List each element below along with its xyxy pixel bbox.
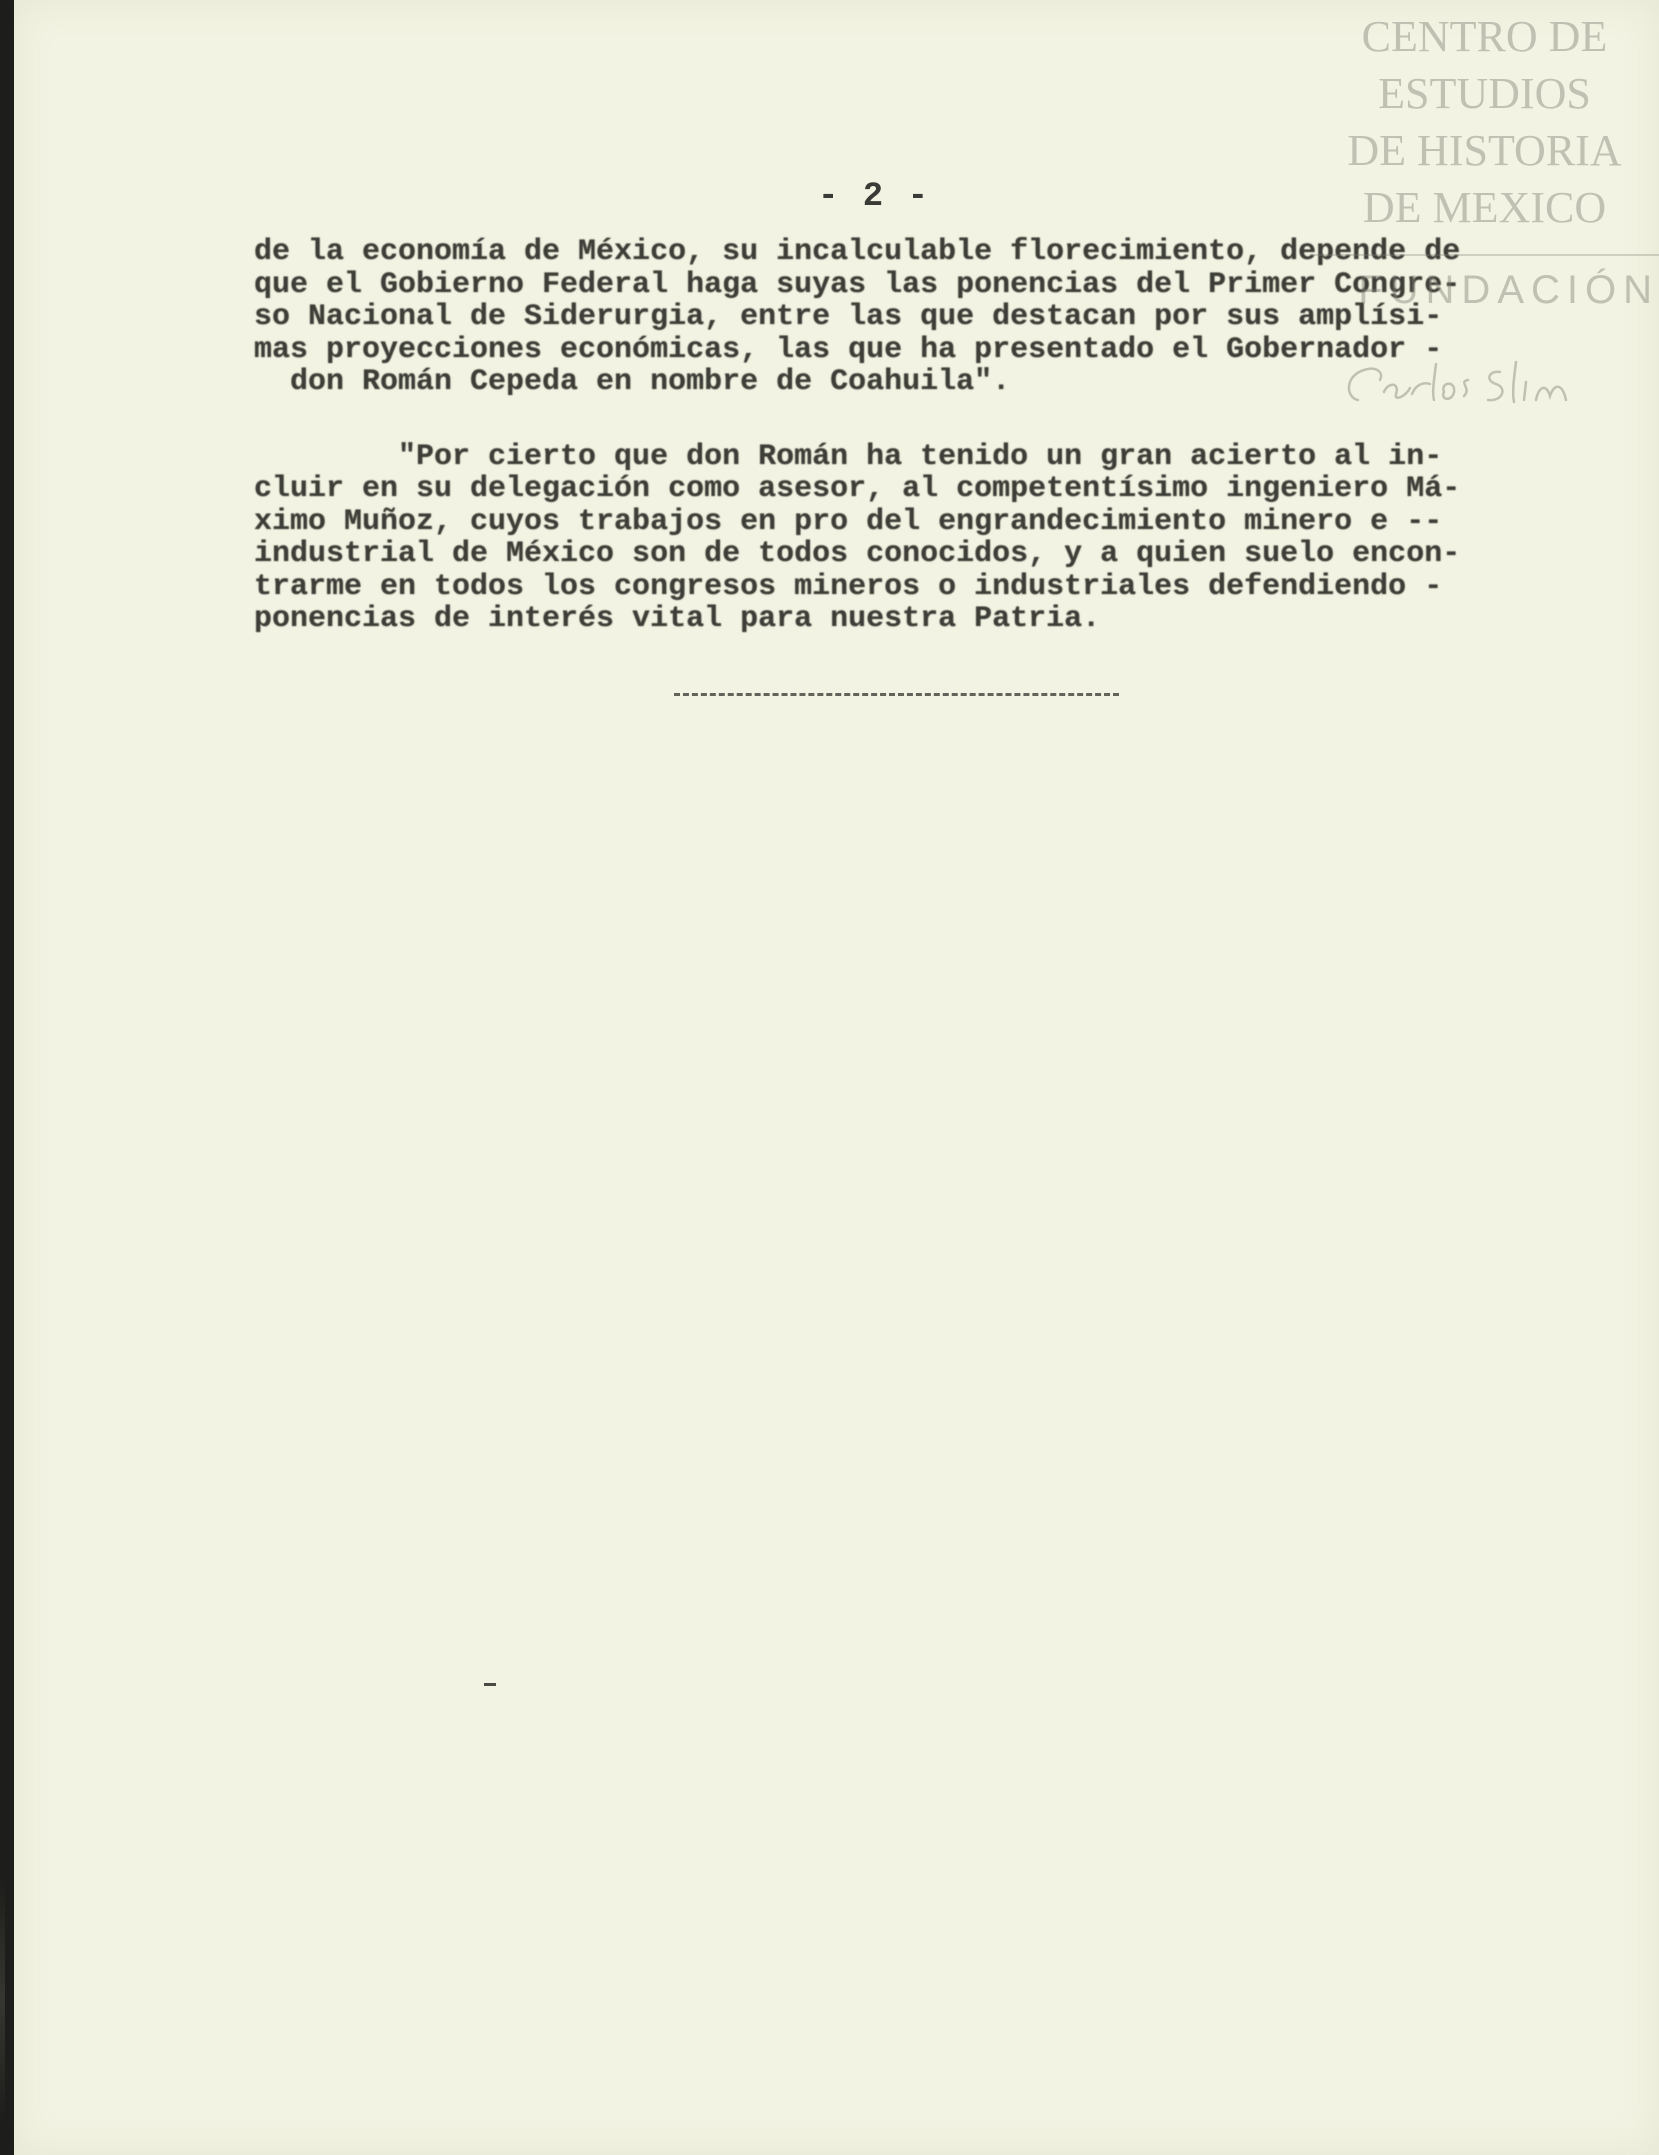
text-line: ximo Muñoz, cuyos trabajos en pro del engrandecimiento minero e -- [254, 504, 1443, 539]
text-line: trarme en todos los congresos mineros o industriales defendiendo - [254, 569, 1443, 604]
signature-watermark [1340, 352, 1640, 422]
watermark-divider [1310, 254, 1659, 256]
scan-edge-mark [0, 1880, 5, 2120]
watermark-line: DE HISTORIA [1347, 126, 1622, 175]
text-line: mas proyecciones económicas, las que ha presentado el Gobernador - [254, 332, 1443, 367]
page-number: - 2 - [817, 178, 931, 216]
text-line: so Nacional de Siderurgia, entre las que destacan por sus amplísi- [254, 300, 1443, 334]
document-page [14, 0, 1659, 2155]
watermark-foundation: FUNDACIÓN [1358, 268, 1659, 312]
paragraph-2 [254, 441, 1554, 636]
text-line: ponencias de interés vital para nuestra Patria. [254, 602, 1101, 636]
text-line: que el Gobierno Federal haga suyas las ponencias del Primer Congre- [254, 267, 1461, 302]
stray-ink-mark [484, 1683, 496, 1686]
text-line: industrial de México son de todos conocidos, y a quien suelo encon- [254, 537, 1461, 571]
watermark-line: CENTRO DE [1361, 12, 1608, 61]
end-rule [674, 693, 1119, 696]
watermark-line: DE MEXICO [1362, 183, 1607, 232]
text-line: "Por cierto que don Román ha tenido un gran acierto al in- [254, 439, 1443, 474]
text-line: de la economía de México, su incalculable florecimiento, depende de [254, 235, 1461, 269]
watermark-line: ESTUDIOS [1378, 69, 1591, 118]
text-line: cluir en su delegación como asesor, al competentísimo ingeniero Má- [254, 472, 1461, 506]
archive-watermark [1310, 8, 1659, 236]
text-line: don Román Cepeda en nombre de Coahuila". [254, 365, 1011, 399]
